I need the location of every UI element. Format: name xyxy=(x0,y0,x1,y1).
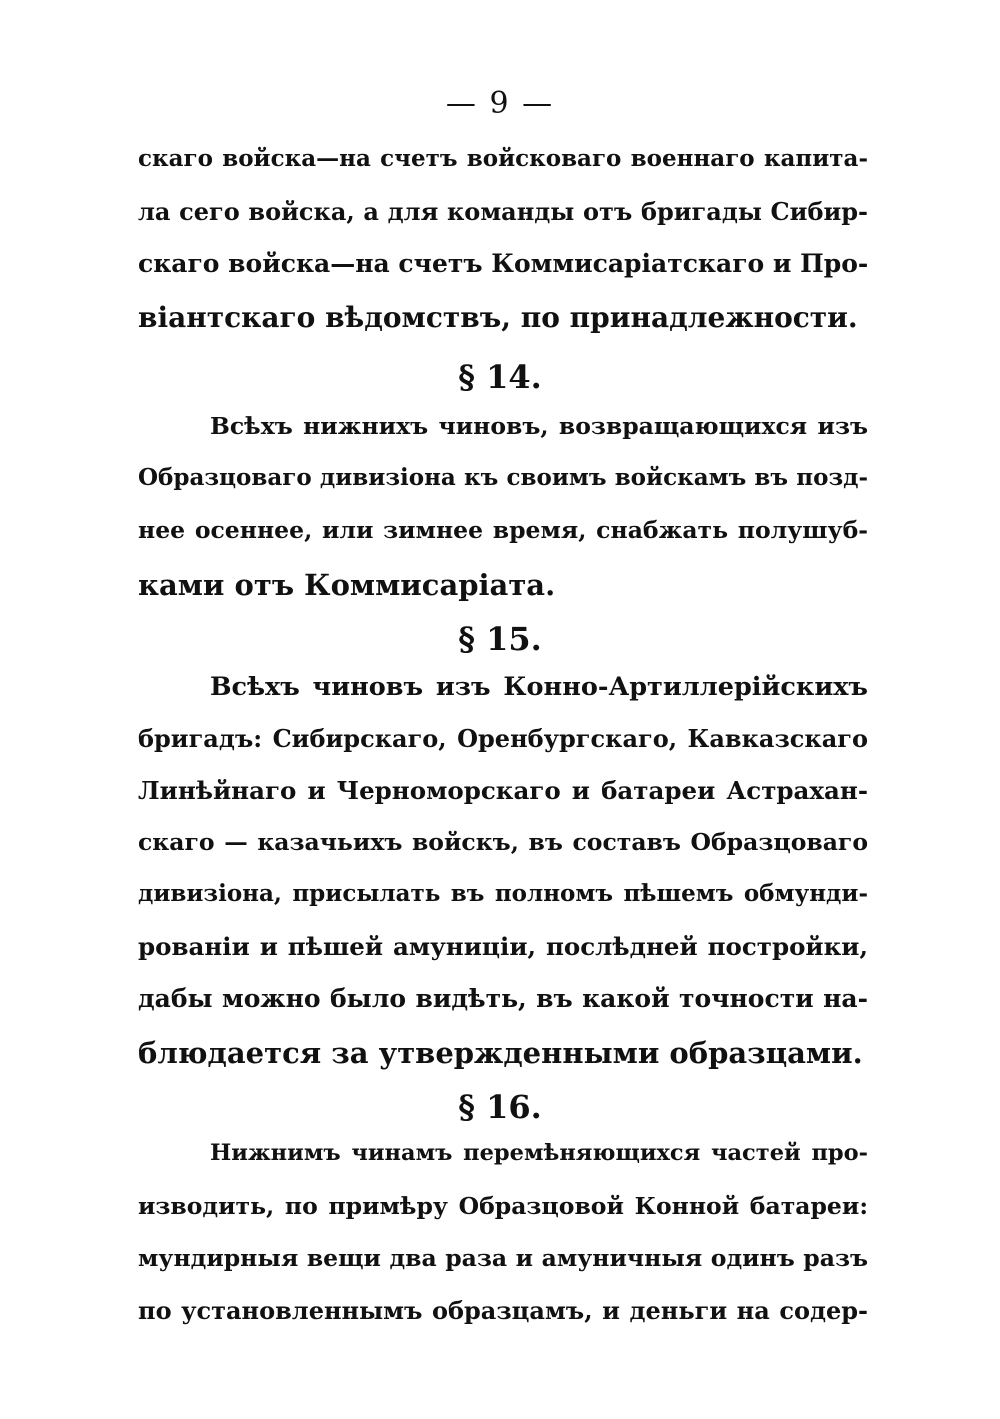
section-heading-14: § 14. xyxy=(458,358,542,396)
text-line: ками отъ Коммисаріата. xyxy=(138,568,556,602)
text-line: изводить, по примѣру Образцовой Конной батареи: xyxy=(138,1192,868,1220)
text-line: по установленнымъ образцамъ, и деньги на содер- xyxy=(138,1296,868,1325)
text-line: дабы можно было видѣть, въ какой точности на- xyxy=(138,984,868,1013)
text-line: скаго — казачьихъ войскъ, въ составъ Образцоваго xyxy=(138,828,868,856)
text-line: скаго войска—на счетъ войсковаго военнаго капита- xyxy=(138,145,868,172)
text-line: бригадъ: Сибирскаго, Оренбургскаго, Кавказскаго xyxy=(138,724,868,753)
text-line: Всѣхъ чиновъ изъ Конно-Артиллерійскихъ xyxy=(210,672,868,702)
text-line: Образцоваго дивизіона къ своимъ войскамъ въ позд- xyxy=(138,464,868,491)
text-line: дивизіона, присылать въ полномъ пѣшемъ обмунди- xyxy=(138,880,868,907)
text-line: Всѣхъ нижнихъ чиновъ, возвращающихся изъ xyxy=(210,412,868,440)
text-line: скаго войска—на счетъ Коммисаріатскаго и Про- xyxy=(138,249,868,278)
page-number: — 9 — xyxy=(445,86,555,121)
text-line: нее осеннее, или зимнее время, снабжать полушуб- xyxy=(138,516,868,544)
text-line: віантскаго вѣдомствъ, по принадлежности. xyxy=(138,301,858,334)
text-line: Нижнимъ чинамъ перемѣняющихся частей про- xyxy=(210,1140,868,1166)
section-heading-15: § 15. xyxy=(458,620,542,658)
text-line: рованіи и пѣшей амуниціи, послѣдней постройки, xyxy=(138,932,868,961)
text-line: ла сего войска, а для команды отъ бригады Сибир- xyxy=(138,197,868,226)
section-heading-16: § 16. xyxy=(458,1088,542,1126)
text-line: блюдается за утвержденными образцами. xyxy=(138,1036,863,1070)
text-line: Линѣйнаго и Черноморскаго и батареи Астрахан- xyxy=(138,776,868,805)
text-line: мундирныя вещи два раза и амуничныя одинъ разъ xyxy=(138,1244,868,1272)
